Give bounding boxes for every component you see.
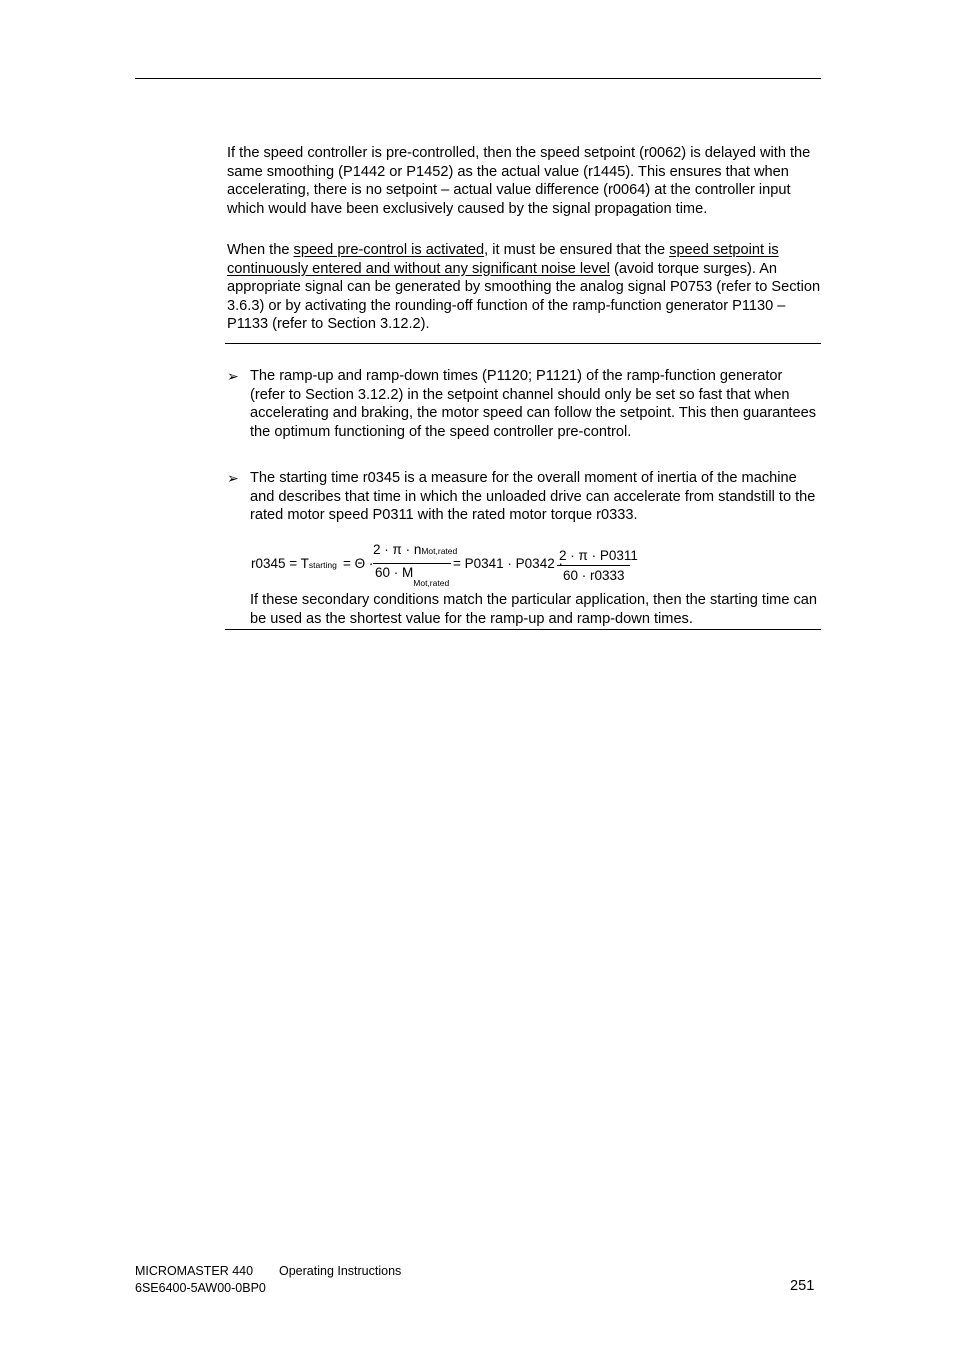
formula-numerator-1: 2 · π · nMot,rated — [373, 542, 458, 557]
footer-product: MICROMASTER 440 — [135, 1264, 254, 1278]
fraction-line-1 — [373, 563, 451, 564]
p2-text-c: (avoid torque surges). An appropriate signal can be generated by smoothing the analog signal P0753 (refer to Section 3.6.3) or by activating the rounding-off function of the ramp-function generator P1130 – P1133 (refer to Section 3.12.2). — [227, 260, 821, 332]
p2-underline-setpoint: speed setpoint is continuously entered and without any significant noise level — [227, 242, 779, 277]
footer-order-number: 6SE6400-5AW00-0BP0 — [135, 1281, 266, 1295]
paragraph-precontrol-smoothing: If the speed controller is pre-controlled, then the speed setpoint (r0062) is delayed with the same smoothing (P1442 or P1452) as the actual value (r1445). This ensures that when accelerating, there is no setpoint – actual value difference (r0064) at the controller input which would have been exclusively caused by the signal propagation time. — [227, 145, 811, 217]
bullet-arrow-icon: ➢ — [227, 470, 239, 486]
bullet-ramp-times: The ramp-up and ramp-down times (P1120; P1121) of the ramp-function generator (refer to Section 3.12.2) in the setpoint channel should only be set so fast that when accelerating and braking, the motor speed can follow the setpoint. This then guarantees the optimum functioning of the speed controller pre-control. — [250, 368, 816, 440]
page-number: 251 — [790, 1278, 815, 1294]
header-rule — [135, 78, 821, 79]
fraction-line-2 — [557, 565, 630, 566]
formula-numerator-2: 2 · π · P0311 — [559, 548, 638, 563]
formula-theta: = Θ · — [343, 556, 374, 571]
formula-denominator-1: $60 \cdot M_{Mot,rated}$ — [375, 565, 450, 588]
bullet-arrow-icon: ➢ — [227, 368, 239, 384]
paragraph-precontrol-activation — [227, 241, 821, 334]
footer-doc-type: Operating Instructions — [279, 1264, 402, 1278]
p2-underline-activated: speed pre-control is activated — [293, 242, 485, 258]
paragraph-secondary-conditions: If these secondary conditions match the particular application, then the starting time can be used as the shortest value for the ramp-up and ramp-down times. — [250, 592, 818, 627]
starting-time-formula — [251, 540, 671, 590]
section-end-rule — [225, 629, 821, 630]
p2-text-b: , it must be ensured that the — [484, 242, 670, 258]
formula-lhs: r0345 = Tstarting — [251, 556, 337, 571]
formula-mid: = P0341 · P0342 · — [453, 556, 563, 571]
p2-text-a: When the — [227, 242, 294, 258]
bullet-starting-time: The starting time r0345 is a measure for the overall moment of inertia of the machine and describes that time in which the unloaded drive can accelerate from standstill to the rated motor speed P0311 with the rated motor torque r0333. — [250, 470, 816, 523]
formula-denominator-2: 60 · r0333 — [563, 568, 625, 583]
section-separator-rule — [225, 343, 821, 344]
